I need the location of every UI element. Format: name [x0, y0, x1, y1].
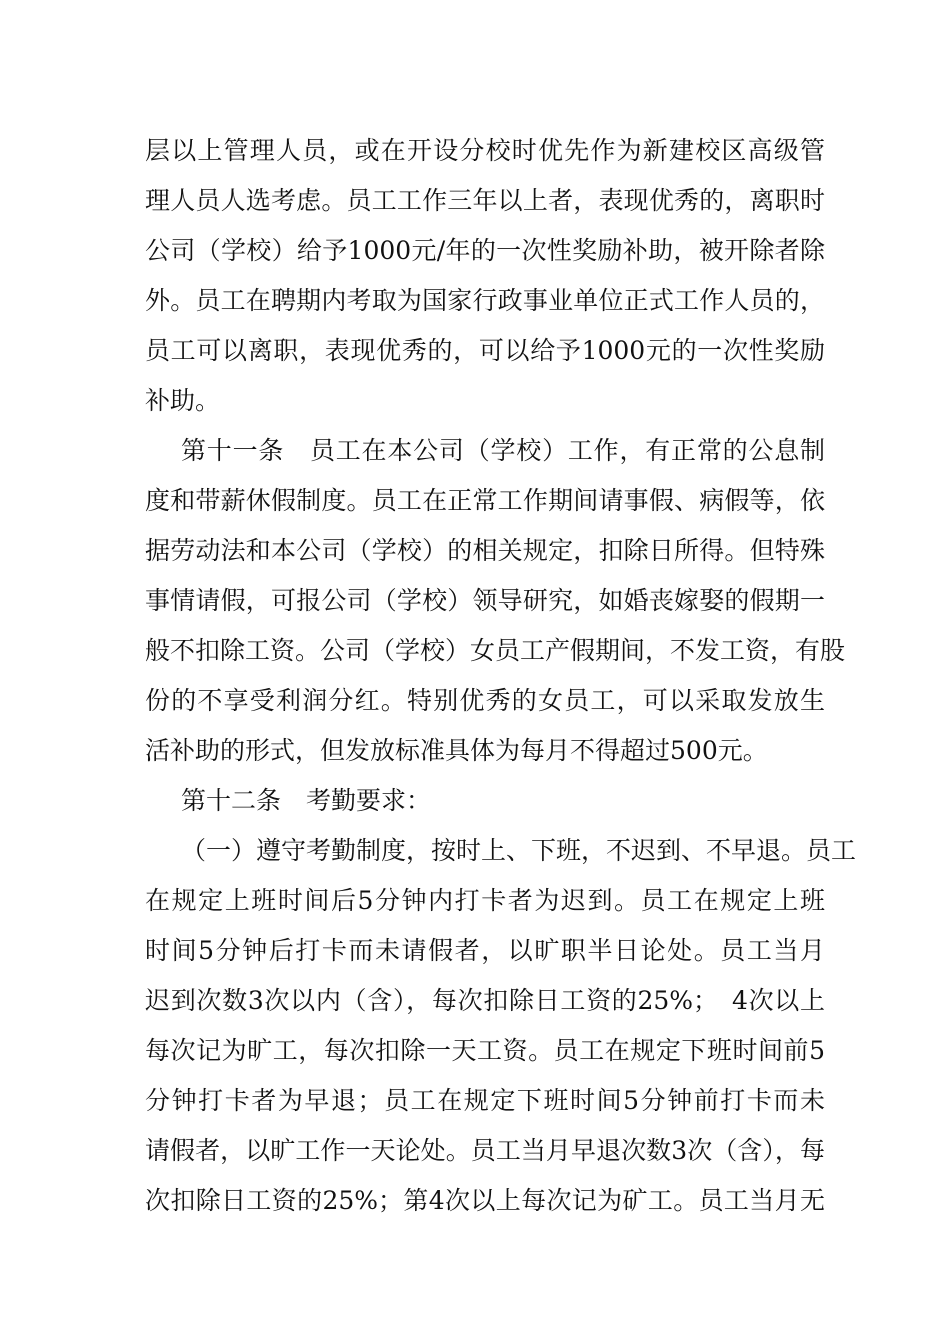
- text-line: 份的不享受利润分红。特别优秀的女员工，可以采取发放生: [145, 686, 825, 715]
- text-line: 事情请假，可报公司（学校）领导研究，如婚丧嫁娶的假期一: [145, 586, 825, 615]
- text-line: 请假者，以旷工作一天论处。员工当月早退次数3次（含），每: [145, 1136, 825, 1165]
- text-line: 据劳动法和本公司（学校）的相关规定，扣除日所得。但特殊: [145, 536, 825, 565]
- item-1-first-line: （一）遵守考勤制度，按时上、下班，不迟到、不早退。员工: [181, 836, 857, 865]
- text-line: 每次记为旷工，每次扣除一天工资。员工在规定下班时间前5: [145, 1036, 825, 1065]
- text-line: 分钟打卡者为早退；员工在规定下班时间5分钟前打卡而未: [145, 1086, 825, 1115]
- text-line: 层以上管理人员，或在开设分校时优先作为新建校区高级管: [145, 136, 825, 165]
- text-line: 度和带薪休假制度。员工在正常工作期间请事假、病假等，依: [145, 486, 825, 515]
- text-line: 理人员人选考虑。员工工作三年以上者，表现优秀的，离职时: [145, 186, 825, 215]
- text-line: 活补助的形式，但发放标准具体为每月不得超过500元。: [145, 736, 768, 765]
- text-line: 时间5分钟后打卡而未请假者，以旷职半日论处。员工当月: [145, 936, 825, 965]
- text-line: 次扣除日工资的25%；第4次以上每次记为矿工。员工当月无: [145, 1186, 825, 1215]
- article-12-heading: 第十二条 考勤要求：: [181, 786, 432, 815]
- article-11-heading-line: 第十一条 员工在本公司（学校）工作，有正常的公息制: [181, 436, 825, 465]
- text-line: 外。员工在聘期内考取为国家行政事业单位正式工作人员的，: [145, 286, 825, 315]
- text-line: 迟到次数3次以内（含），每次扣除日工资的25%； 4次以上: [145, 986, 825, 1015]
- text-line: 般不扣除工资。公司（学校）女员工产假期间，不发工资，有股: [145, 636, 846, 665]
- text-line: 补助。: [145, 386, 221, 415]
- text-line: 在规定上班时间后5分钟内打卡者为迟到。员工在规定上班: [145, 886, 825, 915]
- text-line: 员工可以离职，表现优秀的，可以给予1000元的一次性奖励: [145, 336, 825, 365]
- document-body: [145, 126, 857, 1226]
- text-line: 公司（学校）给予1000元/年的一次性奖励补助，被开除者除: [145, 236, 825, 265]
